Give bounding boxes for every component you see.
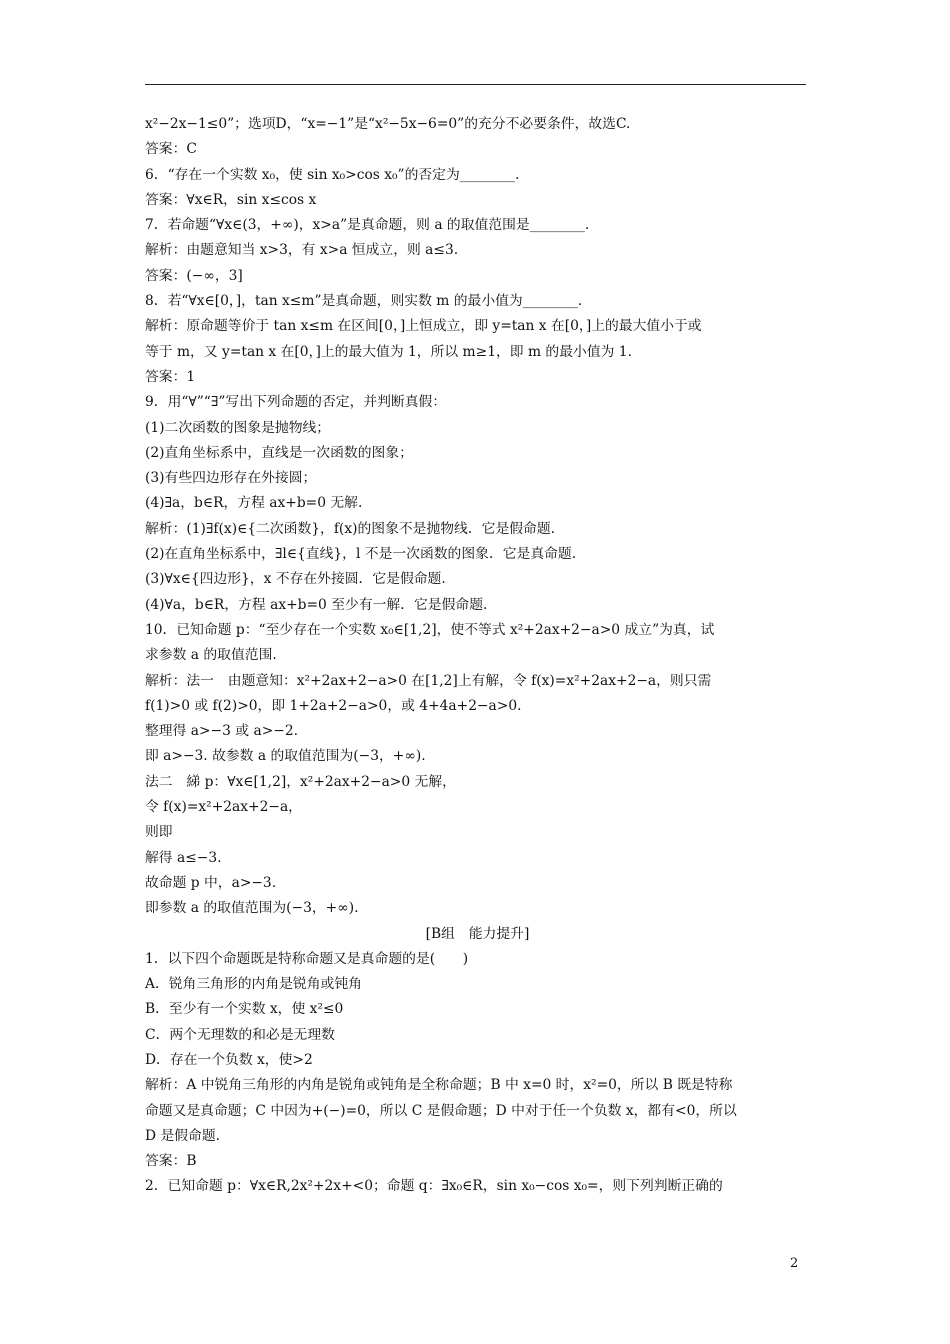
answer-line: 答案：∀x∈R，sin x≤cos x [145, 191, 317, 208]
header-rule [145, 84, 806, 85]
question-6: 6．“存在一个实数 x₀，使 sin x₀>cos x₀”的否定为________. [145, 166, 520, 183]
sub-item: (4)∃a，b∈R，方程 ax+b=0 无解. [145, 495, 363, 512]
question-10: 10．已知命题 p：“至少存在一个实数 x₀∈[1,2]，使不等式 x²+2ax+2−a>0 成立”为真，试 [145, 621, 715, 638]
analysis-line: 解得 a≤−3. [145, 849, 222, 866]
question-b2: 2．已知命题 p：∀x∈R,2x²+2x+<0；命题 q：∃x₀∈R，sin x₀−cos x₀=，则下列判断正确的 [145, 1178, 723, 1195]
option-b: B．至少有一个实数 x，使 x²≤0 [145, 1001, 344, 1018]
analysis-line: 等于 m，又 y=tan x 在[0，]上的最大值为 1，所以 m≥1，即 m 的最小值为 1. [145, 343, 632, 360]
sub-item: (2)直角坐标系中，直线是一次函数的图象； [145, 444, 413, 461]
analysis-line: 解析：法一 由题意知：x²+2ax+2−a>0 在[1,2]上有解，令 f(x)=x²+2ax+2−a，则只需 [145, 672, 712, 689]
answer-line: 答案：1 [145, 368, 196, 385]
question-b1: 1．以下四个命题既是特称命题又是真命题的是( ) [145, 950, 469, 967]
analysis-line: (2)在直角坐标系中，∃l∈{直线}，l 不是一次函数的图象．它是真命题. [145, 546, 577, 563]
page-number: 2 [790, 1256, 799, 1271]
document-body [145, 112, 810, 1200]
sub-item: (1)二次函数的图象是抛物线； [145, 419, 331, 436]
analysis-line: 即参数 a 的取值范围为(−3，+∞). [145, 900, 359, 917]
answer-line: 答案：B [145, 1153, 197, 1170]
analysis-line: 整理得 a>−3 或 a>−2. [145, 723, 298, 740]
analysis-line: 即 a>−3. 故参数 a 的取值范围为(−3，+∞). [145, 748, 426, 765]
question-9: 9．用“∀”“∃”写出下列命题的否定，并判断真假： [145, 394, 447, 411]
analysis-line: (3)∀x∈{四边形}，x 不存在外接圆．它是假命题. [145, 571, 446, 588]
analysis-line: 解析：A 中锐角三角形的内角是锐角或钝角是全称命题；B 中 x=0 时，x²=0，所以 B 既是特称 [145, 1077, 733, 1094]
analysis-line: (4)∀a，b∈R，方程 ax+b=0 至少有一解．它是假命题. [145, 596, 488, 613]
option-a: A．锐角三角形的内角是锐角或钝角 [145, 976, 362, 993]
section-heading: [B组 能力提升] [425, 925, 530, 942]
analysis-line: 解析：原命题等价于 tan x≤m 在区间[0，]上恒成立，即 y=tan x 在[0，]上的最大值小于或 [145, 318, 702, 335]
analysis-line: 则即 [145, 824, 173, 841]
option-d: D．存在一个负数 x，使>2 [145, 1051, 313, 1068]
text-line: x²−2x−1≤0”；选项D，“x=−1”是“x²−5x−6=0”的充分不必要条件，故选C. [145, 116, 631, 132]
analysis-line: D 是假命题. [145, 1127, 221, 1144]
analysis-line: 故命题 p 中，a>−3. [145, 874, 277, 891]
analysis-line: 法二 綈 p：∀x∈[1,2]，x²+2ax+2−a>0 无解， [145, 773, 456, 790]
question-10-cont: 求参数 a 的取值范围. [145, 647, 277, 664]
analysis-line: 解析：由题意知当 x>3，有 x>a 恒成立，则 a≤3. [145, 242, 459, 259]
analysis-line: 解析：(1)∃f(x)∈{二次函数}，f(x)的图象不是抛物线．它是假命题. [145, 520, 556, 537]
option-c: C．两个无理数的和必是无理数 [145, 1026, 335, 1043]
answer-line: 答案：(−∞，3] [145, 267, 243, 284]
question-7: 7．若命题“∀x∈(3，+∞)，x>a”是真命题，则 a 的取值范围是________. [145, 217, 590, 234]
analysis-line: f(1)>0 或 f(2)>0，即 1+2a+2−a>0，或 4+4a+2−a>0. [145, 697, 522, 714]
sub-item: (3)有些四边形存在外接圆； [145, 470, 317, 487]
answer-line: 答案：C [145, 141, 197, 158]
analysis-line: 命题又是真命题；C 中因为+(−)=0，所以 C 是假命题；D 中对于任一个负数 x，都有<0，所以 [145, 1102, 737, 1119]
analysis-line: 令 f(x)=x²+2ax+2−a， [145, 799, 302, 816]
question-8: 8．若“∀x∈[0，]，tan x≤m”是真命题，则实数 m 的最小值为________. [145, 293, 583, 310]
